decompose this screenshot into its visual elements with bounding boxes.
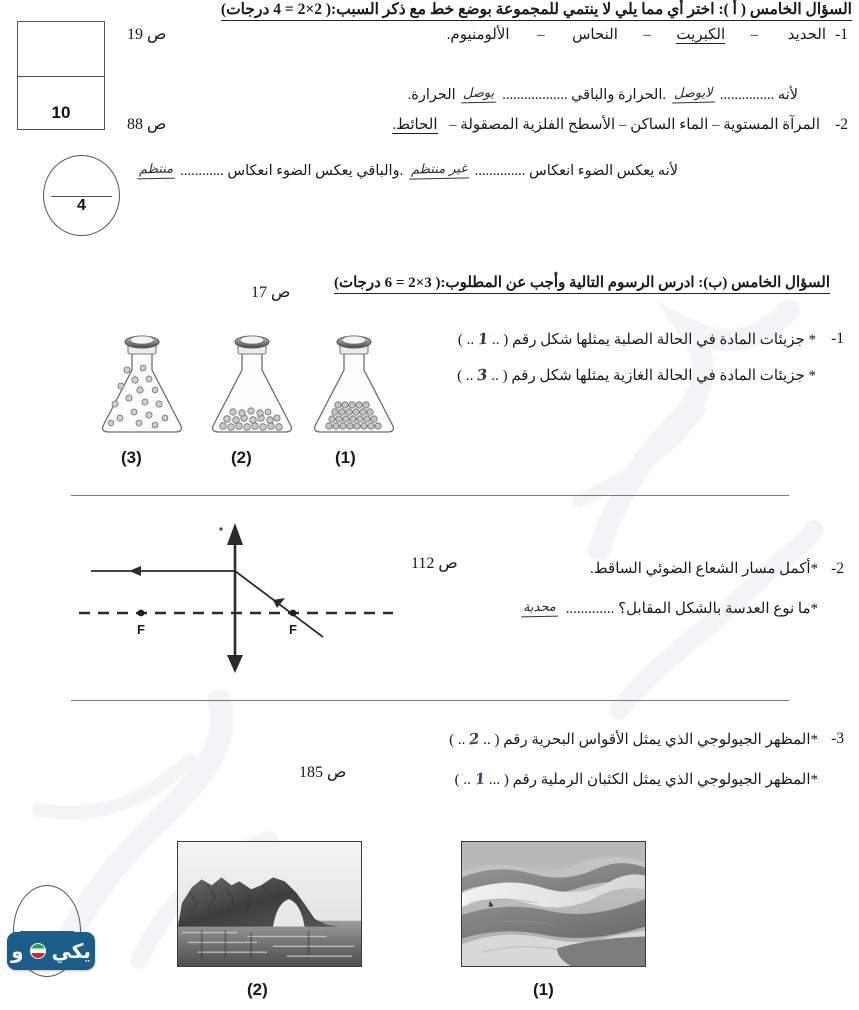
item-1-choice-underlined: الكبريت	[677, 27, 727, 43]
wiki-badge[interactable]	[8, 932, 96, 970]
item-1-choice-4: الألومنيوم.	[447, 27, 511, 43]
photo-caption-1: (1)	[534, 980, 555, 999]
svg-text:F: F	[138, 622, 146, 637]
q1-line1-dots-right: ..	[467, 332, 476, 348]
flask-caption-3: (3)	[122, 448, 143, 467]
item-1-reason-middle: .الحرارة والباقي	[572, 87, 668, 103]
q3-line1-dots-left: ..	[484, 732, 492, 748]
q3-line2-prefix: *المظهر الجيولوجي الذي يمثل الكثبان الرملية رقم (	[504, 772, 819, 788]
q1-line2-prefix: * جزيئات المادة في الحالة الغازية يمثلها شكل رقم (	[503, 368, 817, 384]
item-1-reason	[409, 86, 799, 104]
q1-line-1	[459, 330, 817, 350]
q1-line2-dots-right: ..	[466, 368, 475, 384]
svg-text:F: F	[290, 622, 298, 637]
q2-line2-answer: محدبة	[522, 600, 559, 618]
item-1-number: 1-	[836, 26, 849, 43]
background-watermark-middle	[600, 520, 830, 720]
q1-line2-dots-left: ..	[492, 368, 500, 384]
item-2-choices	[393, 116, 821, 135]
section-a-heading: السؤال الخامس ( أ ): اختر أي مما يلي لا ينتمي للمجموعة بوضع خط مع ذكر السبب:( 2×2 = 4 درجات)	[222, 1, 853, 21]
item-1-choice-3: النحاس	[573, 27, 619, 43]
lens-ray-diagram	[72, 515, 402, 675]
section-b-heading: السؤال الخامس (ب): ادرس الرسوم التالية وأجب عن المطلوب:( 3×2 = 6 درجات)	[335, 275, 831, 294]
flask-liquid-image	[198, 330, 308, 440]
q3-line-1	[450, 730, 819, 750]
q1-line2-suffix: )	[458, 368, 464, 384]
q1-line-2	[458, 366, 817, 386]
q1-line1-suffix: )	[458, 332, 464, 348]
q2-line2-prefix: *ما نوع العدسة بالشكل المقابل؟	[619, 601, 819, 617]
q2-line-1: *أكمل مسار الشعاع الضوئي الساقط.	[591, 561, 819, 577]
item-2-reason-prefix: لأنه يعكس الضوء انعكاس	[530, 163, 679, 179]
q2-number: 2-	[832, 560, 845, 577]
q2-page-ref: ص 112	[412, 555, 459, 572]
flask-caption-1: (1)	[336, 448, 357, 467]
q3-line2-suffix: )	[455, 772, 461, 788]
divider-1	[72, 495, 790, 496]
q2-line-2	[522, 600, 819, 619]
item-1-sep-3: –	[538, 27, 546, 43]
item-2-number: 2-	[836, 116, 849, 133]
item-2-dots-1: ..............	[475, 163, 527, 179]
q3-line1-prefix: *المظهر الجيولوجي الذي يمثل الأقواس البحرية رقم (	[495, 732, 819, 748]
item-1-dots-1: ...............	[720, 87, 776, 103]
item-1-sep-2: –	[644, 27, 652, 43]
mark-box-value: 10	[52, 103, 72, 122]
flask-caption-2: (2)	[232, 448, 253, 467]
q1-number: 1-	[832, 330, 845, 347]
mark-oval-value: 4	[78, 197, 87, 215]
photo-sand-dunes	[462, 841, 647, 967]
item-1-answer-2: يوصل	[462, 86, 498, 104]
item-2-reason-middle: .والباقي يعكس الضوء انعكاس	[228, 163, 405, 179]
divider-2	[72, 700, 790, 701]
q3-line2-dots-right: ..	[464, 772, 472, 788]
wiki-badge-text-left: يكي	[52, 939, 92, 963]
item-1-choice-1: الحديد	[788, 27, 827, 43]
flask-solid-image	[300, 330, 410, 440]
q3-page-ref: ص 185	[300, 764, 348, 781]
q3-line-2	[456, 770, 819, 790]
q2-line2-dots: .............	[566, 601, 616, 617]
q3-number: 3-	[832, 730, 845, 747]
photo-caption-2: (2)	[248, 980, 269, 999]
q3-line2-dots-left: ...	[489, 772, 502, 788]
flask-gas-image	[88, 330, 198, 440]
item-2-choices-prefix: المرآة المستوية – الماء الساكن – الأسطح الفلزية المصقولة –	[450, 117, 821, 133]
item-1-reason-prefix: لأنه	[778, 87, 799, 103]
photo-sea-arch	[178, 841, 363, 967]
item-1-dots-2: ..................	[503, 87, 569, 103]
kuwait-flag-icon	[31, 943, 47, 959]
item-2-dots-2: ............	[181, 163, 225, 179]
q1-line1-dots-left: ..	[493, 332, 501, 348]
q3-line2-answer: 1	[474, 769, 487, 789]
item-2-choice-underlined: الحائط.	[393, 117, 439, 133]
q1-line1-answer: 1	[477, 329, 491, 349]
item-2-page-ref: ص 88	[128, 116, 168, 133]
mark-box-divider	[19, 76, 105, 77]
item-2-reason	[136, 162, 679, 180]
q3-line1-suffix: )	[450, 732, 456, 748]
mark-box-rectangle[interactable]	[18, 21, 106, 130]
item-1-sep-1: –	[751, 27, 760, 43]
q3-line1-dots-right: ..	[458, 732, 467, 748]
q1-line1-prefix: * جزيئات المادة في الحالة الصلبة يمثلها شكل رقم (	[504, 332, 817, 348]
item-2-answer-1: غير منتظم	[410, 161, 471, 180]
q3-line1-answer: 2	[469, 729, 482, 749]
item-1-reason-suffix: الحرارة.	[408, 87, 457, 103]
wiki-badge-text-right: و	[12, 939, 25, 963]
q1-line2-answer: 3	[477, 365, 490, 385]
mark-oval[interactable]	[44, 155, 121, 236]
item-2-answer-2: منتظم	[137, 162, 175, 180]
item-1-answer-1: لايوصل	[672, 86, 715, 104]
item-1-page-ref: ص 19	[128, 26, 168, 43]
section-b-page-ref: ص 17	[252, 284, 292, 301]
item-1-choices	[448, 26, 827, 45]
